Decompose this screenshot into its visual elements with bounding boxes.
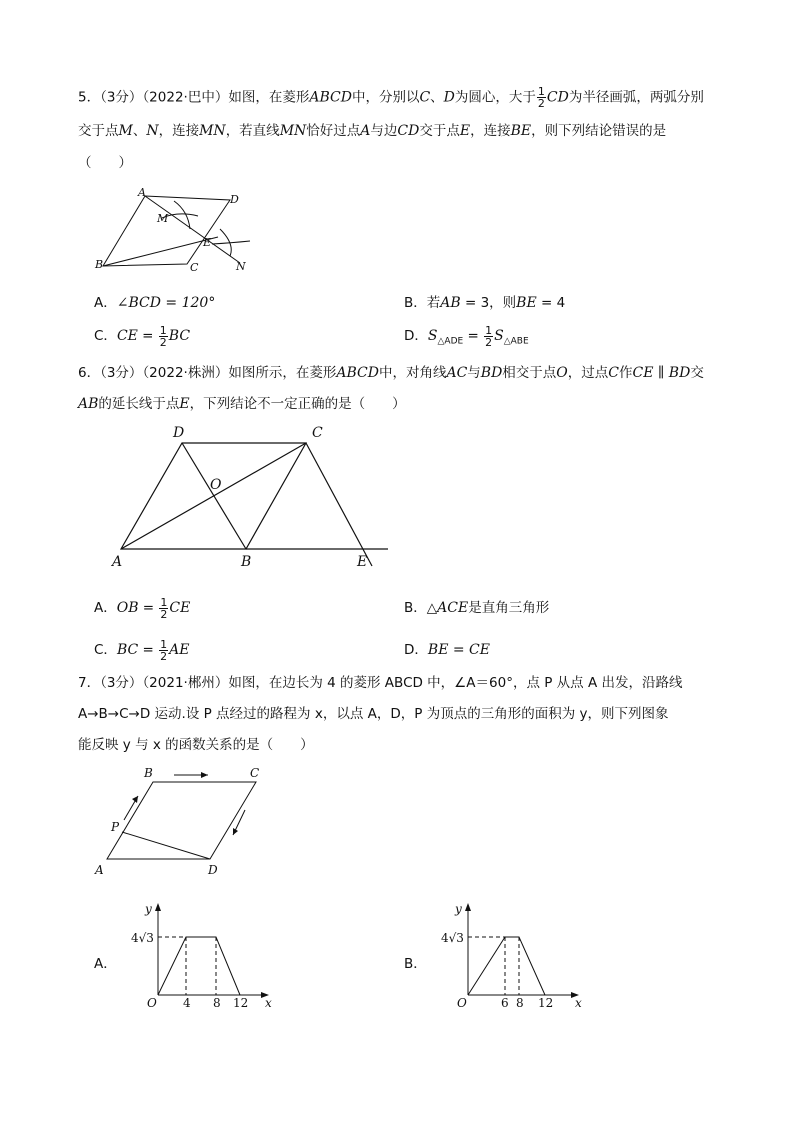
q6-option-c[interactable] bbox=[94, 638, 189, 662]
q5-text: ，则下列结论错误的是 bbox=[531, 123, 667, 139]
q7-score: （3分） bbox=[100, 675, 143, 691]
option-math: AB bbox=[440, 295, 461, 311]
q5-label-a: A bbox=[138, 186, 146, 199]
q6-text: 与 bbox=[467, 365, 481, 381]
q5-option-a[interactable] bbox=[94, 291, 215, 311]
q6-point-o: O bbox=[556, 365, 568, 381]
option-letter: B． bbox=[404, 295, 427, 311]
option-letter: D． bbox=[404, 642, 428, 658]
q5-label-d: D bbox=[230, 193, 239, 206]
frac-den: 2 bbox=[485, 335, 493, 349]
q6-label-o: O bbox=[210, 477, 222, 493]
frac-den: 2 bbox=[159, 335, 167, 349]
option-math: BE bbox=[516, 295, 537, 311]
q5-rhombus-shape bbox=[103, 196, 230, 266]
q6-text: 的延长线于点 bbox=[98, 396, 180, 412]
q6-text: 作 bbox=[619, 365, 633, 381]
q7-label-p: P bbox=[111, 820, 120, 834]
q5-text: 恰好过点 bbox=[306, 123, 361, 139]
q5-line2 bbox=[78, 121, 666, 141]
origin-label: O bbox=[457, 996, 467, 1010]
q5-option-c[interactable] bbox=[94, 324, 190, 348]
q5-seg-cd: CD bbox=[397, 123, 420, 139]
option-letter: A． bbox=[94, 295, 117, 311]
option-text: ∠BCD = 120° bbox=[116, 295, 216, 311]
option-math: BC bbox=[168, 328, 191, 344]
q6-text: ，过点 bbox=[567, 365, 609, 381]
q5-text: 中，分别以 bbox=[351, 89, 420, 106]
q5-fraction bbox=[537, 86, 546, 109]
option-subscript: △ADE bbox=[437, 336, 464, 347]
tick-label: 8 bbox=[516, 996, 524, 1010]
q7-graph-b[interactable] bbox=[430, 895, 590, 1015]
tick-label: 8 bbox=[213, 996, 221, 1010]
frac-den: 2 bbox=[160, 649, 168, 663]
q6-text: ，下列结论不一定正确的是（ ） bbox=[189, 396, 406, 412]
q5-sep: 、 bbox=[132, 123, 147, 139]
origin-label: O bbox=[147, 996, 157, 1010]
q6-seg-ab: AB bbox=[78, 396, 99, 412]
q7-label-b: B bbox=[144, 766, 153, 780]
option-math: BE = CE bbox=[427, 642, 490, 658]
q6-diagonal-bd bbox=[182, 443, 246, 549]
option-fraction bbox=[159, 597, 168, 620]
q7-line3: 能反映 y 与 x 的函数关系的是（ ） bbox=[78, 737, 314, 753]
q5-seg-be: BE bbox=[510, 123, 532, 139]
q5-option-b[interactable] bbox=[404, 291, 565, 311]
tick-label: 12 bbox=[538, 996, 554, 1010]
option-math: OB bbox=[116, 600, 139, 616]
q7-label-c: C bbox=[250, 766, 260, 780]
q6-seg-bd: BD bbox=[480, 365, 503, 381]
q5-text: ，连接 bbox=[158, 123, 200, 139]
q5-text: 交于点 bbox=[78, 123, 119, 139]
option-letter: D． bbox=[404, 328, 428, 344]
q6-option-b[interactable] bbox=[404, 596, 549, 616]
q6-label-d: D bbox=[173, 425, 185, 441]
q5-answer-bracket: （ ） bbox=[78, 155, 132, 171]
option-text: = bbox=[463, 328, 484, 344]
q6-label-a: A bbox=[112, 554, 123, 570]
q7-label-a: A bbox=[95, 863, 104, 877]
q7-rhombus-shape bbox=[107, 782, 256, 859]
q5-point-a: A bbox=[360, 123, 371, 139]
peak-label: 4√3 bbox=[131, 931, 154, 945]
q7-graph-a[interactable] bbox=[120, 895, 280, 1015]
option-text: = bbox=[138, 642, 159, 658]
tick-label: 6 bbox=[501, 996, 509, 1010]
arrowhead-icon bbox=[155, 903, 161, 911]
q6-point-c: C bbox=[608, 365, 619, 381]
q5-number: 5． bbox=[78, 89, 101, 106]
option-letter: B． bbox=[404, 600, 427, 616]
option-text: = bbox=[137, 328, 158, 344]
option-math: BC bbox=[116, 642, 139, 658]
q7-line-pd bbox=[122, 832, 210, 859]
q5-text: 与边 bbox=[370, 123, 398, 139]
q5-label-m: M bbox=[157, 212, 169, 225]
option-text: = 3，则 bbox=[460, 295, 517, 311]
option-math: ACE bbox=[437, 600, 469, 616]
option-letter: C． bbox=[94, 642, 117, 658]
option-letter: A． bbox=[94, 600, 117, 616]
q5-seg-mn: MN bbox=[199, 123, 226, 139]
y-label: y bbox=[145, 902, 152, 916]
q7-option-b-letter[interactable]: B． bbox=[404, 956, 427, 972]
q5-line1 bbox=[78, 86, 704, 109]
q5-sep: 、 bbox=[430, 89, 444, 106]
frac-num: 1 bbox=[159, 323, 167, 337]
q5-label-c: C bbox=[190, 261, 199, 274]
option-text: = bbox=[138, 600, 159, 616]
q5-text: 为圆心，大于 bbox=[454, 89, 536, 106]
q5-point-d: D bbox=[443, 89, 455, 106]
option-text: 是直角三角形 bbox=[468, 600, 550, 616]
frac-num: 1 bbox=[160, 637, 168, 651]
q7-line1 bbox=[78, 673, 683, 693]
q5-text: 交于点 bbox=[419, 123, 460, 139]
option-fraction bbox=[159, 325, 168, 348]
q5-point-e: E bbox=[459, 123, 471, 139]
peak-label: 4√3 bbox=[441, 931, 464, 945]
option-text: = 4 bbox=[536, 295, 566, 311]
function-graph bbox=[468, 937, 545, 995]
x-label: x bbox=[575, 996, 582, 1010]
q6-label-c: C bbox=[312, 425, 323, 441]
q6-line-ce bbox=[306, 443, 372, 566]
q5-seg-mn: MN bbox=[279, 123, 307, 139]
q5-arc bbox=[212, 241, 250, 244]
q6-option-d[interactable] bbox=[404, 638, 490, 658]
q5-point-n: N bbox=[146, 123, 159, 139]
q6-figure bbox=[100, 418, 400, 578]
option-math: S bbox=[494, 328, 504, 344]
tick-label: 12 bbox=[233, 996, 249, 1010]
q5-seg-cd: CD bbox=[546, 89, 569, 106]
option-subscript: △ABE bbox=[503, 336, 529, 347]
function-graph bbox=[158, 937, 240, 995]
q5-label-b: B bbox=[95, 258, 104, 271]
q7-label-d: D bbox=[208, 863, 218, 877]
q5-figure bbox=[90, 186, 260, 276]
q5-rhombus: ABCD bbox=[309, 89, 352, 106]
q6-line2 bbox=[78, 394, 406, 414]
option-text: 若 bbox=[426, 295, 441, 311]
q6-option-a[interactable] bbox=[94, 596, 190, 620]
frac-num: 1 bbox=[160, 595, 168, 609]
option-math: CE bbox=[169, 600, 191, 616]
q6-number: 6． bbox=[78, 365, 101, 381]
q6-parallel: CE ∥ BD bbox=[632, 365, 691, 381]
q7-line2: A→B→C→D 运动.设 P 点经过的路程为 x，以点 A，D，P 为顶点的三角形的面积为 y，则下列图象 bbox=[78, 706, 669, 722]
q6-source: （2022·株洲） bbox=[142, 365, 229, 381]
q5-score: （3分） bbox=[100, 89, 143, 106]
option-math: S bbox=[427, 328, 438, 344]
q5-text: ，若直线 bbox=[225, 123, 280, 139]
q6-point-e: E bbox=[179, 396, 190, 412]
q5-arc bbox=[174, 201, 190, 229]
q5-line-be bbox=[103, 237, 218, 266]
q5-label-e: E bbox=[203, 236, 212, 249]
option-fraction bbox=[484, 325, 493, 348]
frac-num: 1 bbox=[537, 85, 545, 98]
q5-option-d[interactable] bbox=[404, 324, 529, 348]
q5-text: 如图，在菱形 bbox=[228, 89, 310, 106]
q5-source: （2022·巴中） bbox=[142, 89, 229, 106]
option-letter: C． bbox=[94, 328, 117, 344]
x-label: x bbox=[265, 996, 272, 1010]
frac-den: 2 bbox=[537, 97, 545, 110]
option-math: AE bbox=[169, 642, 190, 658]
q5-text: ，连接 bbox=[470, 123, 511, 139]
frac-den: 2 bbox=[160, 607, 168, 621]
q5-text: 为半径画弧，两弧分别 bbox=[568, 89, 704, 106]
q7-text: 如图，在边长为 4 的菱形 ABCD 中，∠A＝60°，点 P 从点 A 出发，沿路线 bbox=[228, 675, 683, 691]
q6-text: 交 bbox=[690, 365, 704, 381]
q6-text: 如图所示，在菱形 bbox=[228, 365, 337, 381]
q5-point-c: C bbox=[419, 89, 431, 106]
q7-figure bbox=[90, 762, 270, 882]
q6-text: 中，对角线 bbox=[378, 365, 447, 381]
q5-label-n: N bbox=[236, 260, 246, 273]
q5-point-m: M bbox=[118, 123, 133, 139]
y-label: y bbox=[455, 902, 462, 916]
q6-seg-ac: AC bbox=[446, 365, 468, 381]
q7-option-a-letter[interactable]: A． bbox=[94, 956, 117, 972]
option-fraction bbox=[159, 639, 168, 662]
tick-label: 4 bbox=[183, 996, 191, 1010]
q6-text: 相交于点 bbox=[502, 365, 557, 381]
q7-source: （2021·郴州） bbox=[142, 675, 229, 691]
q6-label-e: E bbox=[357, 554, 368, 570]
q6-line1 bbox=[78, 363, 704, 383]
arrowhead-icon bbox=[201, 772, 208, 778]
q7-number: 7． bbox=[78, 675, 101, 691]
option-text: △ bbox=[426, 600, 438, 616]
frac-num: 1 bbox=[485, 323, 493, 337]
q6-score: （3分） bbox=[100, 365, 143, 381]
option-math: CE bbox=[116, 328, 138, 344]
arrowhead-icon bbox=[465, 903, 471, 911]
q6-rhombus: ABCD bbox=[336, 365, 379, 381]
q6-label-b: B bbox=[241, 554, 252, 570]
